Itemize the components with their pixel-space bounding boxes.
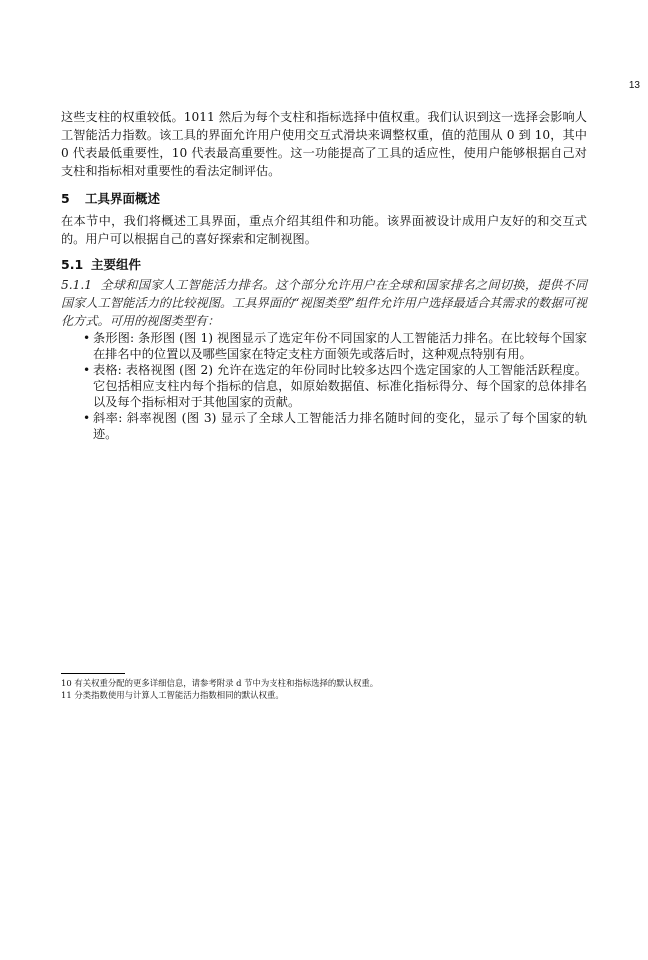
subsubsection-number: 5.1.1	[61, 278, 93, 292]
footnote-rule	[61, 673, 125, 674]
section-paragraph: 在本节中，我们将概述工具界面，重点介绍其组件和功能。该界面被设计成用户友好的和交互式的。用户可以根据自己的喜好探索和定制视图。	[61, 214, 587, 246]
list-item: • 斜率: 斜率视图 (图 3) 显示了全球人工智能活力排名随时间的变化，显示了每个国家的轨迹。	[61, 410, 587, 442]
footnotes	[61, 673, 587, 701]
list-item: • 条形图: 条形图 (图 1) 视图显示了选定年份不同国家的人工智能活力排名。在比较每个国家在排名中的位置以及哪些国家在特定支柱方面领先或落后时，这种观点特别有用。	[61, 330, 587, 362]
view-type-list	[61, 330, 587, 442]
list-item: • 表格: 表格视图 (图 2) 允许在选定的年份同时比较多达四个选定国家的人工智能活跃程度。它包括相应支柱内每个指标的信息，如原始数据值、标准化指标得分、每个国家的总体排名以及每个指标相对于其他国家的贡献。	[61, 362, 587, 410]
page-number: 13	[628, 80, 640, 91]
section-title: 工具界面概述	[85, 191, 161, 206]
section-number: 5	[61, 191, 70, 206]
intro-paragraph: 这些支柱的权重较低。1011 然后为每个支柱和指标选择中值权重。我们认识到这一选择会影响人工智能活力指数。该工具的界面允许用户使用交互式滑块来调整权重，值的范围从 0 到 10，其中 0 代表最低重要性，10 代表最高重要性。这一功能提高了工具的适应性，使用户能够根据自己对支柱和指标相对重要性的看法定制评估。	[61, 110, 587, 178]
subsubsection-text: 全球和国家人工智能活力排名。这个部分允许用户在全球和国家排名之间切换，提供不同国家人工智能活力的比较视图。工具界面的“视图类型”组件允许用户选择最适合其需求的数据可视化方式。可用的视图类型有：	[61, 278, 588, 328]
subsection-heading	[61, 257, 587, 273]
section-heading	[61, 191, 587, 207]
subsection-title: 主要组件	[91, 257, 142, 272]
main-content	[61, 108, 587, 442]
subsubsection-paragraph	[61, 276, 587, 330]
subsection-number: 5.1	[61, 257, 84, 272]
footnote-11: 11 分类指数使用与计算人工智能活力指数相同的默认权重。	[61, 690, 284, 700]
footnote-10: 10 有关权重分配的更多详细信息，请参考附录 d 节中为支柱和指标选择的默认权重。	[61, 678, 379, 688]
